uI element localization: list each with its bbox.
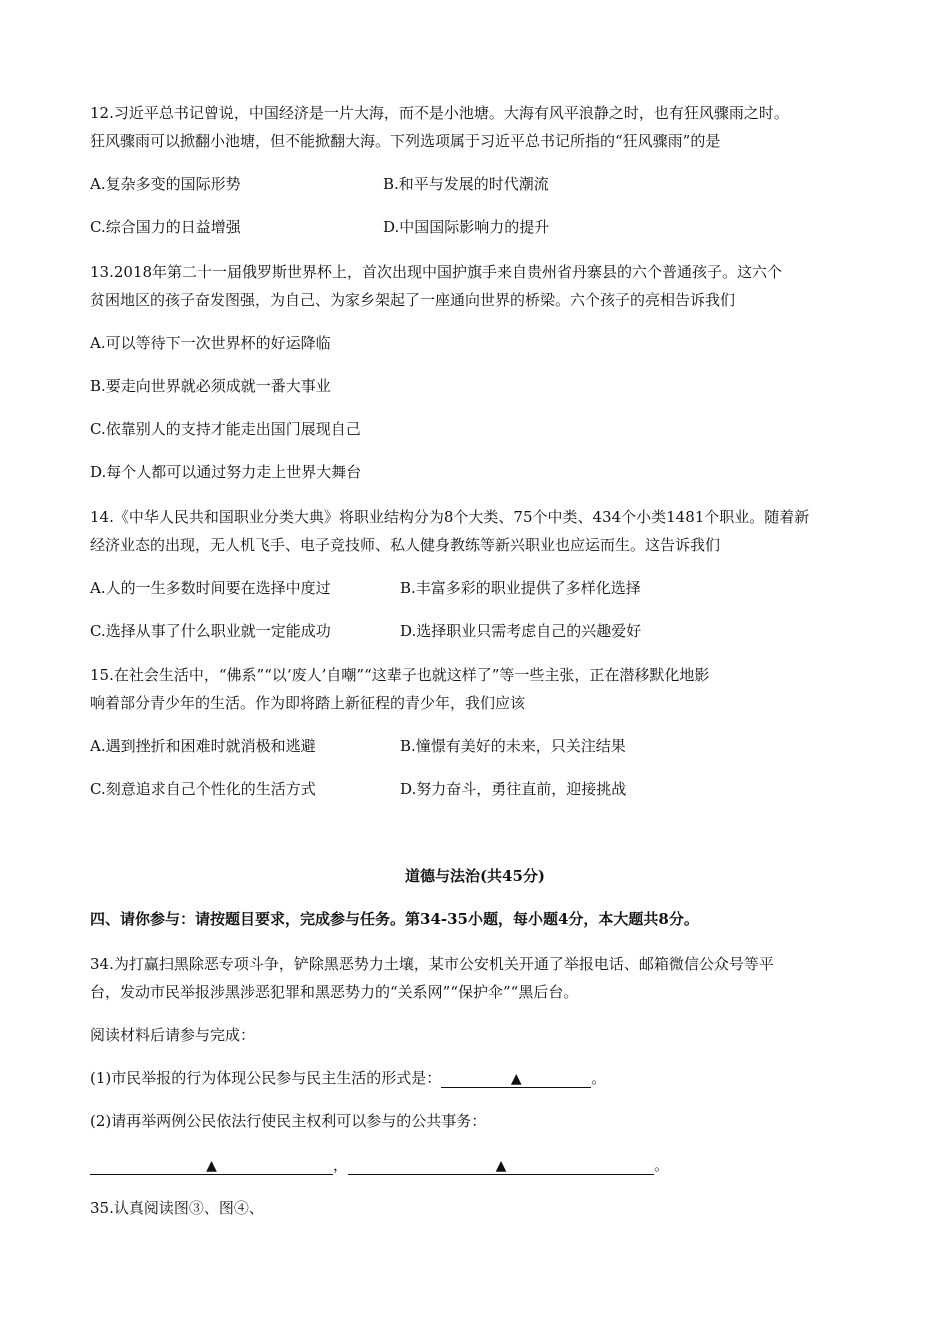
q34-sub1-text: (1)市民举报的行为体现公民参与民主生活的形式是： (90, 1069, 442, 1087)
q15-stem-line2: 响着部分青少年的生活。作为即将踏上新征程的青少年，我们应该 (90, 694, 526, 712)
q12-stem-line2: 狂风骤雨可以掀翻小池塘，但不能掀翻大海。下列选项属于习近平总书记所指的“狂风骤雨”的是 (90, 132, 721, 150)
q14-option-a: A.人的一生多数时间要在选择中度过 (90, 579, 331, 597)
q13-option-d: D.每个人都可以通过努力走上世界大舞台 (90, 463, 362, 481)
q34-sub1-answer-blank[interactable] (441, 1070, 591, 1088)
q13-option-c: C.依靠别人的支持才能走出国门展现自己 (90, 420, 361, 438)
q15-stem-line1: 15.在社会生活中，“佛系”“以‘废人’自嘲”“这辈子也就这样了”等一些主张，正在潜移默化地影 (90, 666, 710, 684)
q34-instruction: 阅读材料后请参与完成： (90, 1026, 256, 1044)
blank-triangle-icon: ▲ (206, 1158, 217, 1174)
q13-stem-line2: 贫困地区的孩子奋发图强，为自己、为家乡架起了一座通向世界的桥梁。六个孩子的亮相告诉我们 (90, 291, 736, 309)
q34-sub2-answer-blank-1[interactable] (90, 1157, 333, 1175)
q13-option-b: B.要走向世界就必须成就一番大事业 (90, 377, 331, 395)
q34-sub1-period: 。 (591, 1069, 607, 1087)
q12-option-a: A.复杂多变的国际形势 (90, 175, 241, 193)
q34-sub2-comma: ， (333, 1156, 349, 1174)
q14-option-c: C.选择从事了什么职业就一定能成功 (90, 622, 331, 640)
q14-option-b: B.丰富多彩的职业提供了多样化选择 (400, 579, 641, 597)
q34-sub1 (90, 1068, 606, 1088)
q15-option-b: B.憧憬有美好的未来，只关注结果 (400, 737, 626, 755)
q14-stem-line2: 经济业态的出现，无人机飞手、电子竞技师、私人健身教练等新兴职业也应运而生。这告诉我们 (90, 536, 721, 554)
section-title: 道德与法治(共45分) (404, 867, 546, 885)
q34-sub2-text: (2)请再举两例公民依法行使民主权利可以参与的公共事务： (90, 1112, 487, 1130)
part-four-heading: 四、请你参与：请按题目要求，完成参与任务。第34-35小题，每小题4分，本大题共8分。 (90, 910, 699, 928)
q34-sub2-period: 。 (654, 1156, 670, 1174)
q15-option-c: C.刻意追求自己个性化的生活方式 (90, 780, 316, 798)
q35-stem-line1: 35.认真阅读图③、图④、 (90, 1199, 264, 1217)
q34-sub2-answer-blank-2[interactable] (348, 1157, 654, 1175)
q34-stem-line2: 台，发动市民举报涉黑涉恶犯罪和黑恶势力的“关系网”“保护伞”“黑后台。 (90, 983, 579, 1001)
q13-option-a: A.可以等待下一次世界杯的好运降临 (90, 334, 331, 352)
q34-stem-line1: 34.为打赢扫黑除恶专项斗争，铲除黑恶势力土壤，某市公安机关开通了举报电话、邮箱微信公众号等平 (90, 955, 774, 973)
q12-option-d: D.中国国际影响力的提升 (383, 218, 550, 236)
q13-stem-line1: 13.2018年第二十一届俄罗斯世界杯上，首次出现中国护旗手来自贵州省丹寨县的六个普通孩子。这六个 (90, 263, 783, 281)
q14-option-d: D.选择职业只需考虑自己的兴趣爱好 (400, 622, 642, 640)
blank-triangle-icon: ▲ (510, 1071, 522, 1087)
q15-option-d: D.努力奋斗，勇往直前，迎接挑战 (400, 780, 627, 798)
q12-stem-line1: 12.习近平总书记曾说，中国经济是一片大海，而不是小池塘。大海有风平浪静之时，也有狂风骤雨之时。 (90, 104, 789, 122)
q12-option-c: C.综合国力的日益增强 (90, 218, 241, 236)
q12-option-b: B.和平与发展的时代潮流 (383, 175, 549, 193)
q34-sub2-answers (90, 1155, 669, 1175)
q14-stem-line1: 14.《中华人民共和国职业分类大典》将职业结构分为8个大类、75个中类、434个小类1481个职业。随着新 (90, 508, 810, 526)
blank-triangle-icon: ▲ (495, 1158, 507, 1174)
q15-option-a: A.遇到挫折和困难时就消极和逃避 (90, 737, 316, 755)
